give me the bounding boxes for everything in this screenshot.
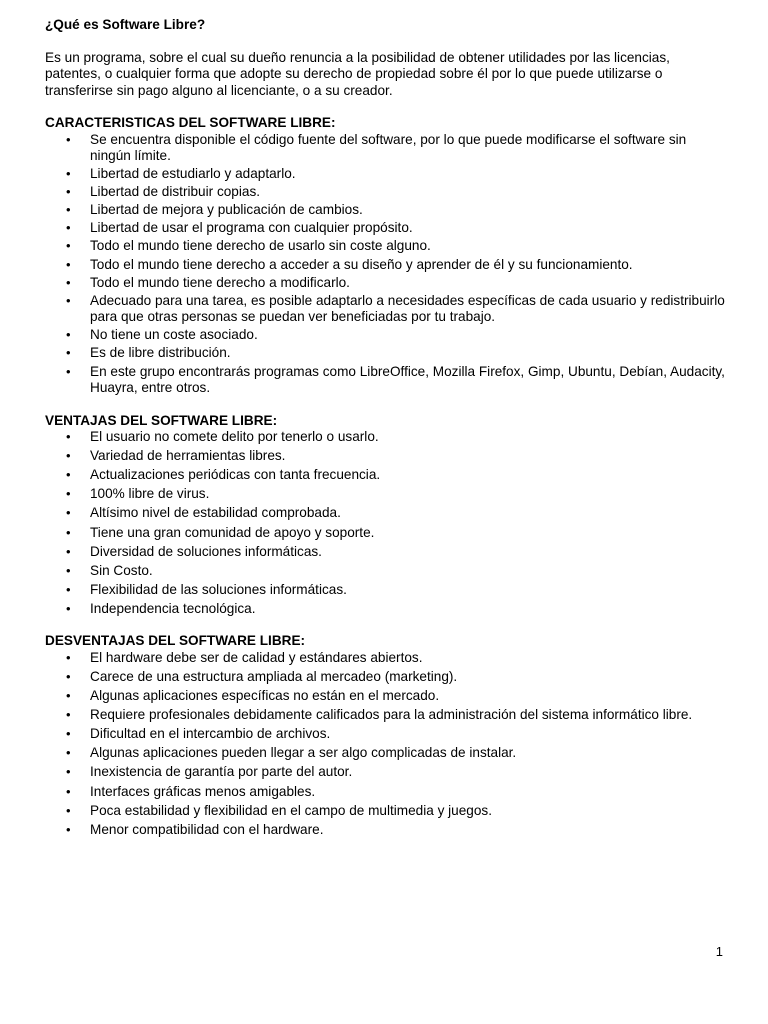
bullet-icon: • — [66, 256, 71, 272]
bullet-list — [45, 132, 725, 397]
list-item-text: Carece de una estructura ampliada al mercadeo (marketing). — [90, 668, 458, 684]
bullet-icon: • — [66, 274, 71, 290]
list-item — [45, 184, 725, 201]
list-item-text: Todo el mundo tiene derecho a acceder a su diseño y aprender de él y su funcionamiento. — [90, 256, 633, 272]
bullet-icon: • — [66, 345, 71, 361]
section-heading: DESVENTAJAS DEL SOFTWARE LIBRE: — [45, 633, 306, 649]
list-item — [45, 803, 725, 820]
list-item-text: Se encuentra disponible el código fuente del software, por lo que puede modificarse el software sin ningún límite. — [90, 131, 687, 163]
list-item-text: Es de libre distribución. — [90, 345, 231, 361]
list-item — [45, 745, 725, 762]
section-caracteristicas — [45, 115, 725, 397]
list-item — [45, 293, 725, 326]
list-item — [45, 764, 725, 781]
list-item-text: El usuario no comete delito por tenerlo o usarlo. — [90, 429, 379, 445]
list-item — [45, 582, 725, 599]
bullet-icon: • — [66, 220, 71, 236]
list-item-text: No tiene un coste asociado. — [90, 327, 258, 343]
list-item — [45, 650, 725, 667]
bullet-icon: • — [66, 543, 71, 559]
list-item — [45, 132, 725, 165]
list-item — [45, 238, 725, 255]
list-item-text: Libertad de mejora y publicación de cambios. — [90, 202, 363, 218]
list-item-text: 100% libre de virus. — [90, 486, 210, 502]
list-item-text: Adecuado para una tarea, es posible adaptarlo a necesidades específicas de cada usuario y redistribuirlo para que otras personas se puedan ver beneficiadas por tu trabajo. — [90, 292, 725, 325]
bullet-icon: • — [66, 821, 71, 837]
bullet-icon: • — [66, 802, 71, 818]
document-page — [45, 17, 725, 854]
list-item-text: Actualizaciones periódicas con tanta frecuencia. — [90, 467, 381, 483]
bullet-icon: • — [66, 292, 71, 308]
list-item — [45, 707, 725, 724]
bullet-icon: • — [66, 202, 71, 218]
list-item-text: Todo el mundo tiene derecho de usarlo sin coste alguno. — [90, 238, 431, 254]
list-item-text: Todo el mundo tiene derecho a modificarlo. — [90, 274, 350, 290]
list-item — [45, 525, 725, 542]
list-item-text: En este grupo encontrarás programas como LibreOffice, Mozilla Firefox, Gimp, Ubuntu, Debían, Audacity, Huayra, entre otros. — [90, 363, 725, 396]
list-item — [45, 601, 725, 618]
list-item — [45, 166, 725, 183]
list-item-text: Libertad de distribuir copias. — [90, 184, 261, 200]
list-item — [45, 822, 725, 839]
bullet-icon: • — [66, 505, 71, 521]
bullet-icon: • — [66, 707, 71, 723]
bullet-icon: • — [66, 600, 71, 616]
bullet-icon: • — [66, 238, 71, 254]
bullet-icon: • — [66, 764, 71, 780]
list-item — [45, 275, 725, 292]
bullet-list — [45, 650, 725, 838]
list-item — [45, 726, 725, 743]
list-item-text: Algunas aplicaciones pueden llegar a ser algo complicadas de instalar. — [90, 745, 517, 761]
intro-paragraph: Es un programa, sobre el cual su dueño renuncia a la posibilidad de obtener utilidades por las licencias, patentes, o cualquier forma que adopte su derecho de propiedad sobre él por lo que puede utilizarse o transferirse sin pago alguno al licenciante, o a su creador. — [45, 49, 670, 98]
list-item-text: Libertad de usar el programa con cualquier propósito. — [90, 220, 413, 236]
list-item — [45, 688, 725, 705]
list-item-text: El hardware debe ser de calidad y estándares abiertos. — [90, 649, 423, 665]
list-item-text: Flexibilidad de las soluciones informáticas. — [90, 581, 347, 597]
bullet-icon: • — [66, 327, 71, 343]
section-heading: VENTAJAS DEL SOFTWARE LIBRE: — [45, 412, 278, 428]
list-item-text: Variedad de herramientas libres. — [90, 448, 286, 464]
list-item — [45, 669, 725, 686]
bullet-icon: • — [66, 783, 71, 799]
list-item-text: Dificultad en el intercambio de archivos. — [90, 726, 331, 742]
bullet-icon: • — [66, 184, 71, 200]
bullet-list — [45, 429, 725, 617]
bullet-icon: • — [66, 649, 71, 665]
bullet-icon: • — [66, 467, 71, 483]
list-item-text: Altísimo nivel de estabilidad comprobada. — [90, 505, 341, 521]
list-item — [45, 448, 725, 465]
bullet-icon: • — [66, 166, 71, 182]
list-item — [45, 345, 725, 362]
bullet-icon: • — [66, 581, 71, 597]
list-item-text: Requiere profesionales debidamente calificados para la administración del sistema informático libre. — [90, 707, 693, 723]
section-heading: CARACTERISTICAS DEL SOFTWARE LIBRE: — [45, 115, 336, 130]
section-desventajas — [45, 633, 725, 838]
bullet-icon: • — [66, 486, 71, 502]
list-item — [45, 257, 725, 274]
list-item-text: Menor compatibilidad con el hardware. — [90, 821, 324, 837]
list-item-text: Tiene una gran comunidad de apoyo y soporte. — [90, 524, 375, 540]
list-item-text: Algunas aplicaciones específicas no están en el mercado. — [90, 688, 440, 704]
list-item — [45, 467, 725, 484]
page-number: 1 — [715, 944, 723, 959]
bullet-icon: • — [66, 131, 71, 147]
document-title: ¿Qué es Software Libre? — [45, 17, 206, 32]
list-item-text: Diversidad de soluciones informáticas. — [90, 543, 322, 559]
bullet-icon: • — [66, 448, 71, 464]
list-item — [45, 364, 725, 397]
list-item-text: Inexistencia de garantía por parte del autor. — [90, 764, 353, 780]
list-item — [45, 220, 725, 237]
list-item-text: Poca estabilidad y flexibilidad en el campo de multimedia y juegos. — [90, 802, 492, 818]
list-item — [45, 784, 725, 801]
bullet-icon: • — [66, 363, 71, 379]
list-item-text: Sin Costo. — [90, 562, 153, 578]
list-item-text: Interfaces gráficas menos amigables. — [90, 783, 316, 799]
list-item-text: Independencia tecnológica. — [90, 600, 256, 616]
list-item — [45, 505, 725, 522]
bullet-icon: • — [66, 524, 71, 540]
list-item — [45, 429, 725, 446]
list-item — [45, 563, 725, 580]
bullet-icon: • — [66, 726, 71, 742]
bullet-icon: • — [66, 745, 71, 761]
bullet-icon: • — [66, 562, 71, 578]
section-ventajas — [45, 413, 725, 618]
list-item — [45, 544, 725, 561]
list-item — [45, 202, 725, 219]
bullet-icon: • — [66, 668, 71, 684]
list-item-text: Libertad de estudiarlo y adaptarlo. — [90, 166, 296, 182]
bullet-icon: • — [66, 429, 71, 445]
bullet-icon: • — [66, 688, 71, 704]
list-item — [45, 486, 725, 503]
list-item — [45, 327, 725, 344]
